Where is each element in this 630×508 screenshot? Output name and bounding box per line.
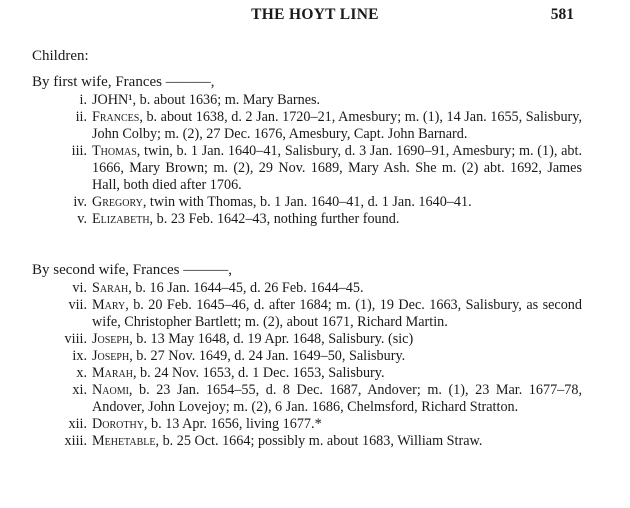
- child-name: JOHN¹: [92, 92, 133, 108]
- child-entry: [0, 109, 630, 143]
- child-details: , b. 24 Nov. 1653, d. 1 Dec. 1653, Salisbury.: [132, 365, 385, 381]
- child-name: Mary: [92, 297, 126, 313]
- child-name: Elizabeth: [92, 211, 150, 227]
- child-name: Joseph: [92, 331, 130, 347]
- child-name: Gregory: [92, 194, 143, 210]
- child-details: , b. 23 Feb. 1642–43, nothing further found.: [149, 211, 400, 227]
- second-wife-children-list: [0, 280, 630, 450]
- child-entry: [0, 382, 630, 416]
- child-details: , b. 13 Apr. 1656, living 1677.*: [143, 416, 322, 432]
- child-details: , twin, b. 1 Jan. 1640–41, Salisbury, d. 3 Jan. 1690–91, Amesbury; m. (1), abt. 1666, Mary Brown; m. (2), 29 Nov. 1689, Mary Ash. She m. (2) abt. 1692, James Hall, both died after 1706.: [92, 143, 582, 193]
- entry-number: ii.: [75, 109, 87, 125]
- entry-number: ix.: [72, 348, 87, 364]
- entry-number: xii.: [68, 416, 87, 432]
- child-details: , b. 23 Jan. 1654–55, d. 8 Dec. 1687, Andover; m. (1), 23 Mar. 1677–78, Andover, John Lovejoy; m. (2), 6 Jan. 1686, Chelmsford, Richard Stratton.: [92, 382, 582, 415]
- child-details: , twin with Thomas, b. 1 Jan. 1640–41, d. 1 Jan. 1640–41.: [142, 194, 472, 210]
- child-details: , b. 25 Oct. 1664; possibly m. about 1683, William Straw.: [155, 433, 483, 449]
- entry-number: xi.: [72, 382, 87, 398]
- child-details: , b. about 1636; m. Mary Barnes.: [132, 92, 321, 108]
- page-header: [0, 6, 630, 26]
- child-details: , b. about 1638, d. 2 Jan. 1720–21, Amesbury; m. (1), 14 Jan. 1655, Salisbury, John Colby; m. (2), 27 Dec. 1676, Amesbury, Capt. John Barnard.: [92, 109, 582, 142]
- child-name: Joseph: [92, 348, 130, 364]
- child-name: Mehetable: [92, 433, 156, 449]
- child-details: , b. 13 May 1648, d. 19 Apr. 1648, Salisbury. (sic): [129, 331, 414, 347]
- child-entry: [0, 194, 630, 211]
- entry-number: iii.: [71, 143, 87, 159]
- entry-number: x.: [76, 365, 87, 381]
- first-wife-heading: By first wife, Frances ———,: [32, 74, 215, 90]
- child-name: Sarah: [92, 280, 129, 296]
- entry-number: v.: [77, 211, 87, 227]
- second-wife-heading: By second wife, Frances ———,: [32, 262, 232, 278]
- child-entry: [0, 416, 630, 433]
- child-entry: [0, 331, 630, 348]
- child-name: Marah: [92, 365, 133, 381]
- child-name: Frances: [92, 109, 140, 125]
- child-entry: [0, 348, 630, 365]
- first-wife-children-list: [0, 92, 630, 228]
- child-entry: [0, 280, 630, 297]
- child-entry: [0, 92, 630, 109]
- children-heading: Children:: [32, 48, 89, 64]
- child-details: , b. 27 Nov. 1649, d. 24 Jan. 1649–50, Salisbury.: [129, 348, 406, 364]
- child-details: , b. 20 Feb. 1645–46, d. after 1684; m. (1), 19 Dec. 1663, Salisbury, as second wife, Christopher Bartlett; m. (2), about 1671, Richard Martin.: [92, 297, 582, 330]
- child-entry: [0, 211, 630, 228]
- child-details: , b. 16 Jan. 1644–45, d. 26 Feb. 1644–45.: [128, 280, 364, 296]
- entry-number: iv.: [73, 194, 87, 210]
- child-entry: [0, 297, 630, 331]
- child-name: Naomi: [92, 382, 129, 398]
- child-name: Dorothy: [92, 416, 144, 432]
- child-entry: [0, 365, 630, 382]
- running-title: THE HOYT LINE: [251, 6, 379, 23]
- entry-number: vi.: [72, 280, 87, 296]
- entry-number: xiii.: [64, 433, 87, 449]
- entry-number: i.: [79, 92, 87, 108]
- child-entry: [0, 433, 630, 450]
- entry-number: vii.: [68, 297, 87, 313]
- child-entry: [0, 143, 630, 194]
- child-name: Thomas: [92, 143, 137, 159]
- entry-number: viii.: [64, 331, 87, 347]
- page-number: 581: [550, 6, 574, 23]
